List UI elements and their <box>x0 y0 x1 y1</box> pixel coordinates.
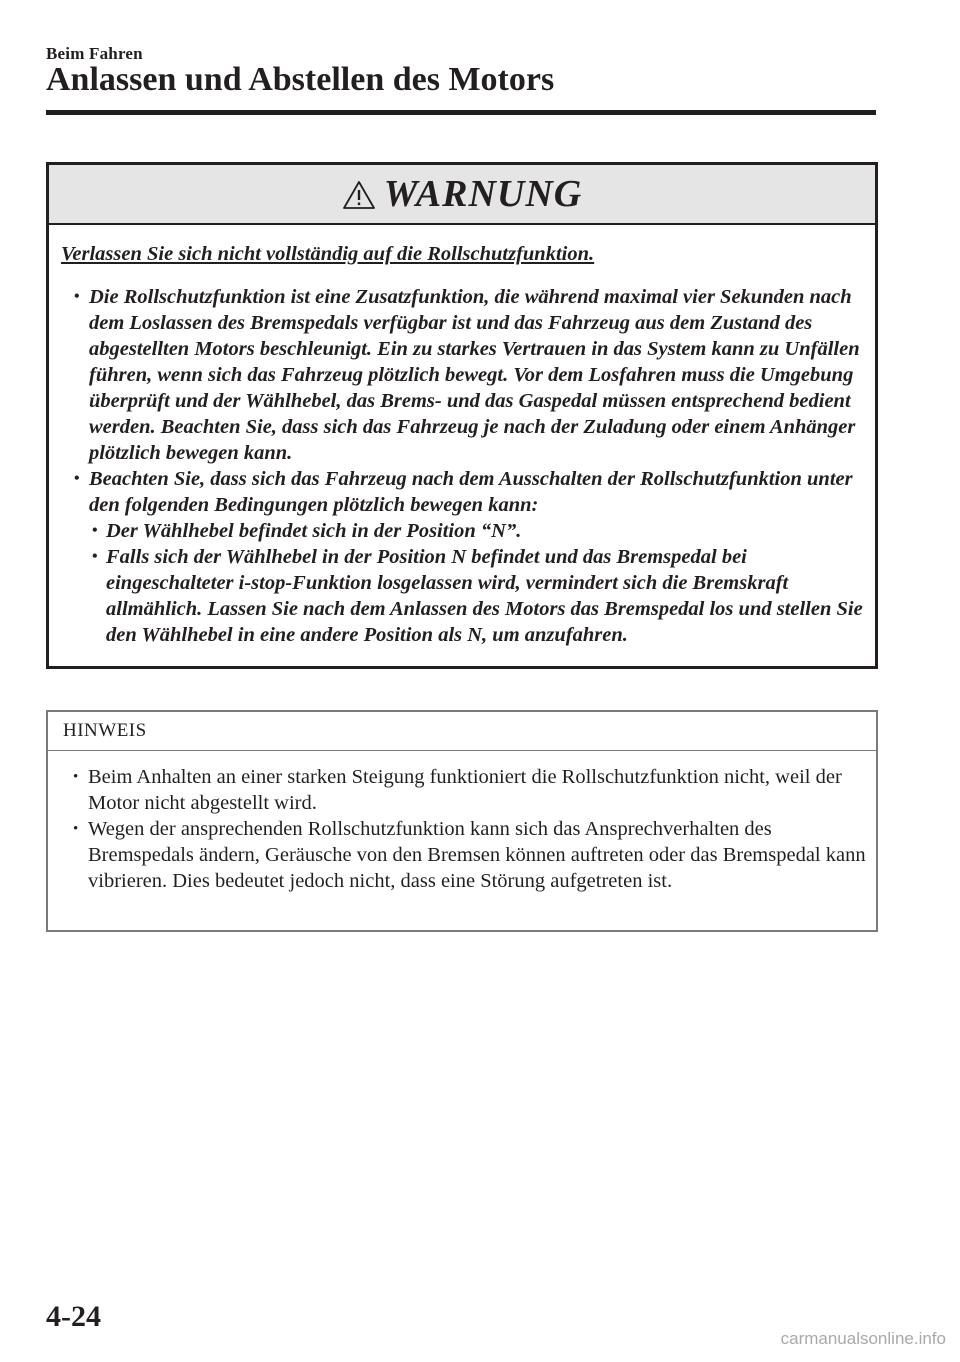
note-item <box>60 816 866 894</box>
note-box <box>46 710 878 932</box>
warning-subitem <box>89 518 867 544</box>
warning-item-text: Die Rollschutzfunktion ist eine Zusatzfunktion, die während maximal vier Sekunden nach dem Loslassen des Bremspedals verfügbar ist und das Fahrzeug aus dem Zustand des abgestellten Motors beschleunigt. Ein zu starkes Vertrauen in das System kann zu Unfällen führen, wenn sich das Fahrzeug plötzlich bewegt. Vor dem Losfahren muss die Umgebung überprüft und der Wählhebel, das Brems- und das Gaspedal müssen entsprechend bedient werden. Beachten Sie, dass sich das Fahrzeug je nach der Zuladung oder einem Anhänger plötzlich bewegen kann. <box>89 286 860 464</box>
page-title: Anlassen und Abstellen des Motors <box>46 61 555 98</box>
warning-sublist <box>89 518 867 648</box>
note-item-text: Wegen der ansprechenden Rollschutzfunktion kann sich das Ansprechverhalten des Bremspedals ändern, Geräusche von den Bremsen können auftreten oder das Bremspedal kann vibrieren. Dies bedeutet jedoch nicht, dass eine Störung aufgetreten ist. <box>88 818 866 892</box>
warning-item <box>61 284 875 466</box>
warning-subitem <box>89 544 867 648</box>
warning-subitem-text: Falls sich der Wählhebel in der Position N befindet und das Bremspedal bei eingeschalteter i-stop-Funktion losgelassen wird, vermindert sich die Bremskraft allmählich. Lassen Sie nach dem Anlassen des Motors das Bremspedal los und stellen Sie den Wählhebel in eine andere Position als N, um anzufahren. <box>106 546 863 646</box>
warning-lead: Verlassen Sie sich nicht vollständig auf die Rollschutzfunktion. <box>61 243 595 265</box>
warning-box <box>46 162 878 669</box>
section-label: Beim Fahren <box>46 44 143 63</box>
note-body <box>48 751 876 894</box>
warning-item-text: Beachten Sie, dass sich das Fahrzeug nach dem Ausschalten der Rollschutzfunktion unter den folgenden Bedingungen plötzlich bewegen kann: <box>89 468 853 516</box>
title-rule <box>46 110 876 115</box>
warning-header <box>49 165 875 225</box>
warning-item <box>61 466 875 648</box>
watermark: carmanualsonline.info <box>780 1329 946 1348</box>
warning-list <box>61 284 875 648</box>
note-header: HINWEIS <box>48 712 876 751</box>
warning-title: WARNUNG <box>383 173 583 215</box>
warning-triangle-icon <box>342 180 376 210</box>
note-item-text: Beim Anhalten an einer starken Steigung funktioniert die Rollschutzfunktion nicht, weil der Motor nicht abgestellt wird. <box>88 766 842 814</box>
note-list <box>60 764 866 894</box>
warning-body <box>49 225 875 648</box>
page-number: 4-24 <box>46 1300 101 1333</box>
warning-subitem-text: Der Wählhebel befindet sich in der Position “N”. <box>106 520 522 542</box>
note-item <box>60 764 866 816</box>
